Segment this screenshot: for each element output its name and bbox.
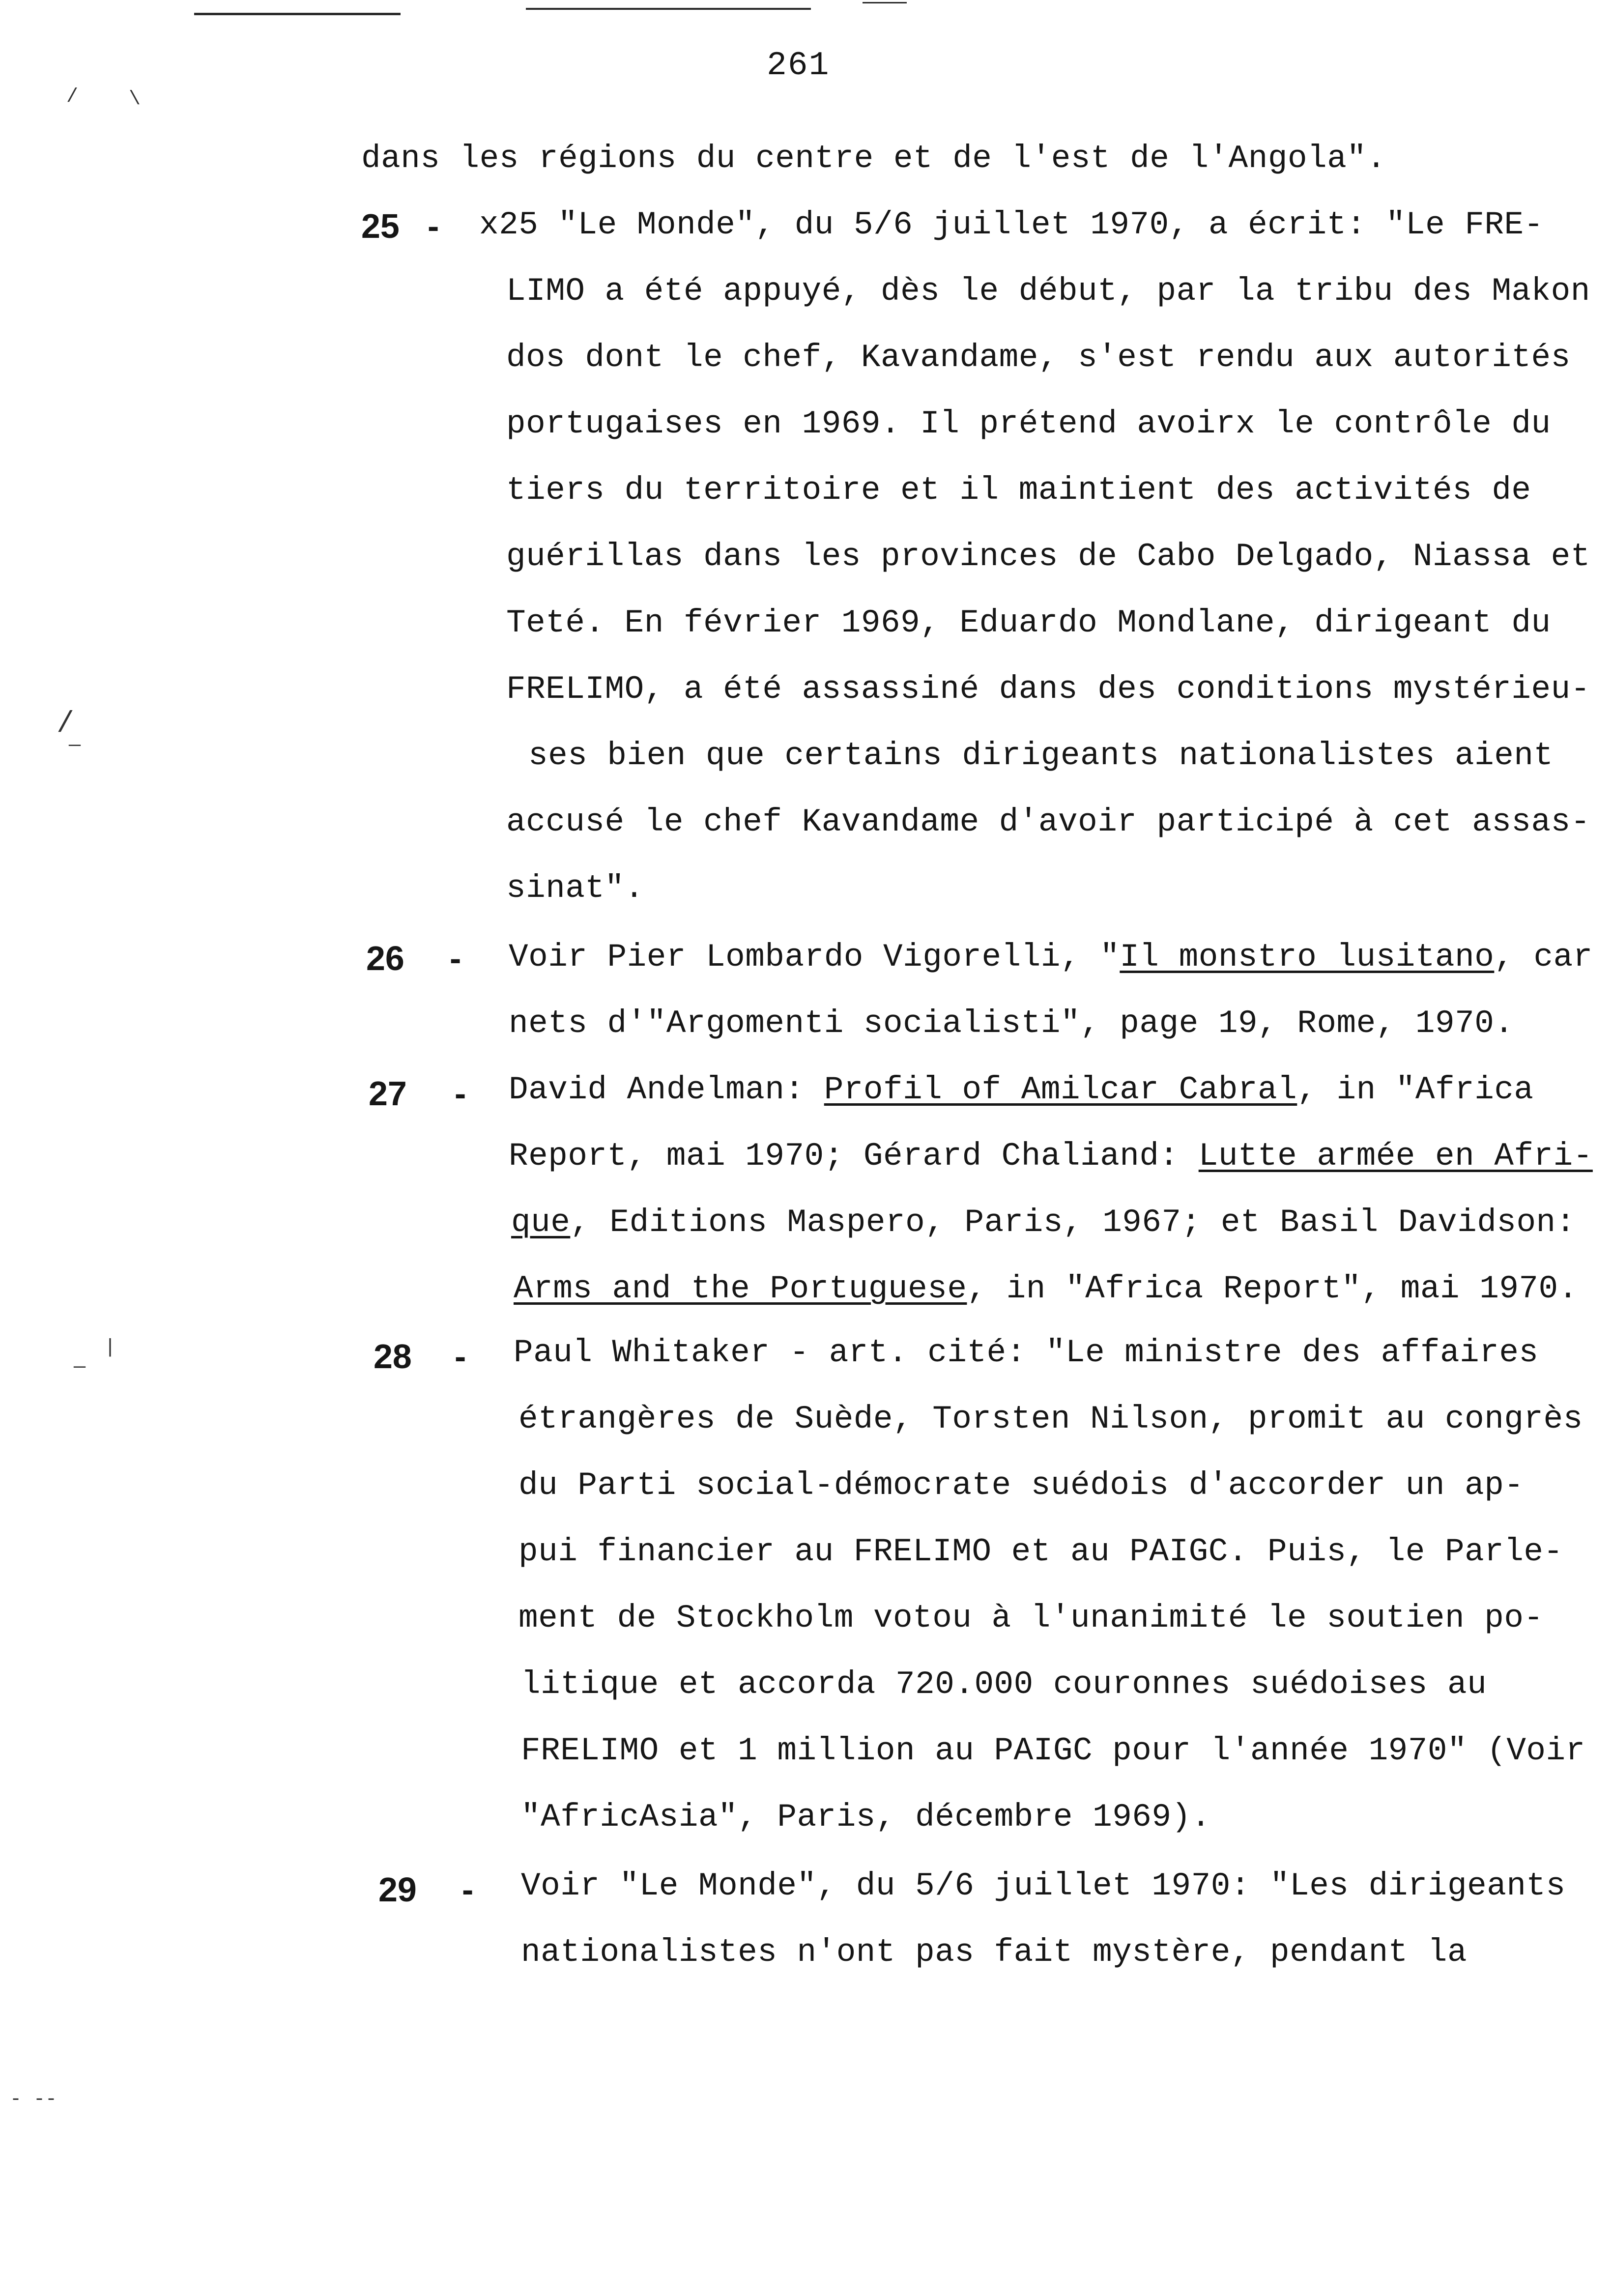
- note-27-line-2: [509, 1138, 1593, 1175]
- note-27-line-1: [509, 1071, 1534, 1108]
- note-number: 27: [369, 1074, 407, 1113]
- note-28-line-8: "AfricAsia", Paris, décembre 1969).: [521, 1799, 1211, 1836]
- note-dash: -: [462, 1870, 474, 1909]
- note-28-line-4: pui financier au FRELIMO et au PAIGC. Puis, le Parle-: [518, 1533, 1563, 1570]
- note-25-line-10: accusé le chef Kavandame d'avoir participé à cet assas-: [506, 804, 1590, 840]
- note-25-line-2: LIMO a été appuyé, dès le début, par la tribu des Makon: [506, 273, 1590, 310]
- page-number: 261: [767, 47, 830, 85]
- note-29-line-2: nationalistes n'ont pas fait mystère, pendant la: [521, 1934, 1468, 1971]
- note-28-line-1: Paul Whitaker - art. cité: "Le ministre des affaires: [514, 1334, 1539, 1371]
- work-title-underlined: Arms and the Portuguese: [514, 1270, 967, 1307]
- note-number: 28: [374, 1337, 412, 1376]
- note-25-line-8: FRELIMO, a été assassiné dans des conditions mystérieu-: [506, 671, 1590, 708]
- top-rule-right: [863, 2, 907, 3]
- note-25-line-9: ses bien que certains dirigeants nationalistes aient: [528, 737, 1554, 774]
- note-27-line-4: [514, 1270, 1578, 1307]
- note-25-line-4: portugaises en 1969. Il prétend avoirx le contrôle du: [506, 405, 1551, 442]
- margin-mark: —: [69, 735, 81, 757]
- top-rule-left: [194, 13, 401, 15]
- note-28-line-2: étrangères de Suède, Torsten Nilson, promit au congrès: [518, 1401, 1583, 1437]
- note-28-line-7: FRELIMO et 1 million au PAIGC pour l'année 1970" (Voir: [521, 1732, 1585, 1769]
- work-title-underlined: Il monstro lusitano: [1120, 939, 1495, 976]
- note-25-line-1: x25 "Le Monde", du 5/6 juillet 1970, a écrit: "Le FRE-: [479, 206, 1544, 243]
- note-27-line-3: [511, 1204, 1576, 1241]
- note-27-text: David Andelman:: [509, 1071, 824, 1108]
- note-27-text: , in "Africa: [1297, 1071, 1534, 1108]
- note-29-line-1: Voir "Le Monde", du 5/6 juillet 1970: "Les dirigeants: [521, 1867, 1566, 1904]
- note-number: 26: [366, 939, 404, 977]
- note-25-line-5: tiers du territoire et il maintient des activités de: [506, 472, 1531, 509]
- note-28-line-3: du Parti social-démocrate suédois d'accorder un ap-: [518, 1467, 1524, 1504]
- note-28-line-6: litique et accorda 720.000 couronnes suédoises au: [521, 1666, 1487, 1703]
- margin-mark: \: [129, 88, 141, 111]
- note-26-line-1: [509, 939, 1593, 976]
- note-dash: -: [428, 207, 439, 245]
- margin-mark: —: [74, 1356, 86, 1378]
- note-25-line-3: dos dont le chef, Kavandame, s'est rendu aux autorités: [506, 339, 1571, 376]
- note-27-text: , Editions Maspero, Paris, 1967; et Basil Davidson:: [570, 1204, 1576, 1241]
- work-title-underlined: que: [511, 1204, 571, 1241]
- margin-mark: /: [57, 708, 75, 741]
- note-26-line-2: nets d'"Argomenti socialisti", page 19, Rome, 1970.: [509, 1005, 1514, 1042]
- note-dash: -: [455, 1074, 466, 1113]
- note-26-text: Voir Pier Lombardo Vigorelli, ": [509, 939, 1120, 976]
- margin-mark: |: [104, 1337, 116, 1359]
- margin-mark: /: [66, 86, 79, 108]
- note-25-line-7: Teté. En février 1969, Eduardo Mondlane, dirigeant du: [506, 604, 1551, 641]
- margin-mark: - --: [10, 2089, 58, 2111]
- note-25-line-6: guérillas dans les provinces de Cabo Delgado, Niassa et: [506, 538, 1590, 575]
- note-number: 29: [378, 1870, 417, 1909]
- note-number: 25: [361, 207, 400, 245]
- note-dash: -: [450, 939, 461, 977]
- note-27-text: Report, mai 1970; Gérard Chaliand:: [509, 1138, 1199, 1175]
- work-title-underlined: Lutte armée en Afri-: [1198, 1138, 1593, 1175]
- note-27-text: , in "Africa Report", mai 1970.: [967, 1270, 1578, 1307]
- note-26-text: , car: [1494, 939, 1593, 976]
- note-28-line-5: ment de Stockholm votou à l'unanimité le soutien po-: [518, 1600, 1544, 1636]
- top-rule-middle: [526, 8, 811, 10]
- work-title-underlined: Profil of Amilcar Cabral: [824, 1071, 1297, 1108]
- note-dash: -: [455, 1337, 466, 1376]
- intro-line: dans les régions du centre et de l'est de l'Angola".: [361, 140, 1386, 177]
- note-25-line-11: sinat".: [506, 870, 644, 907]
